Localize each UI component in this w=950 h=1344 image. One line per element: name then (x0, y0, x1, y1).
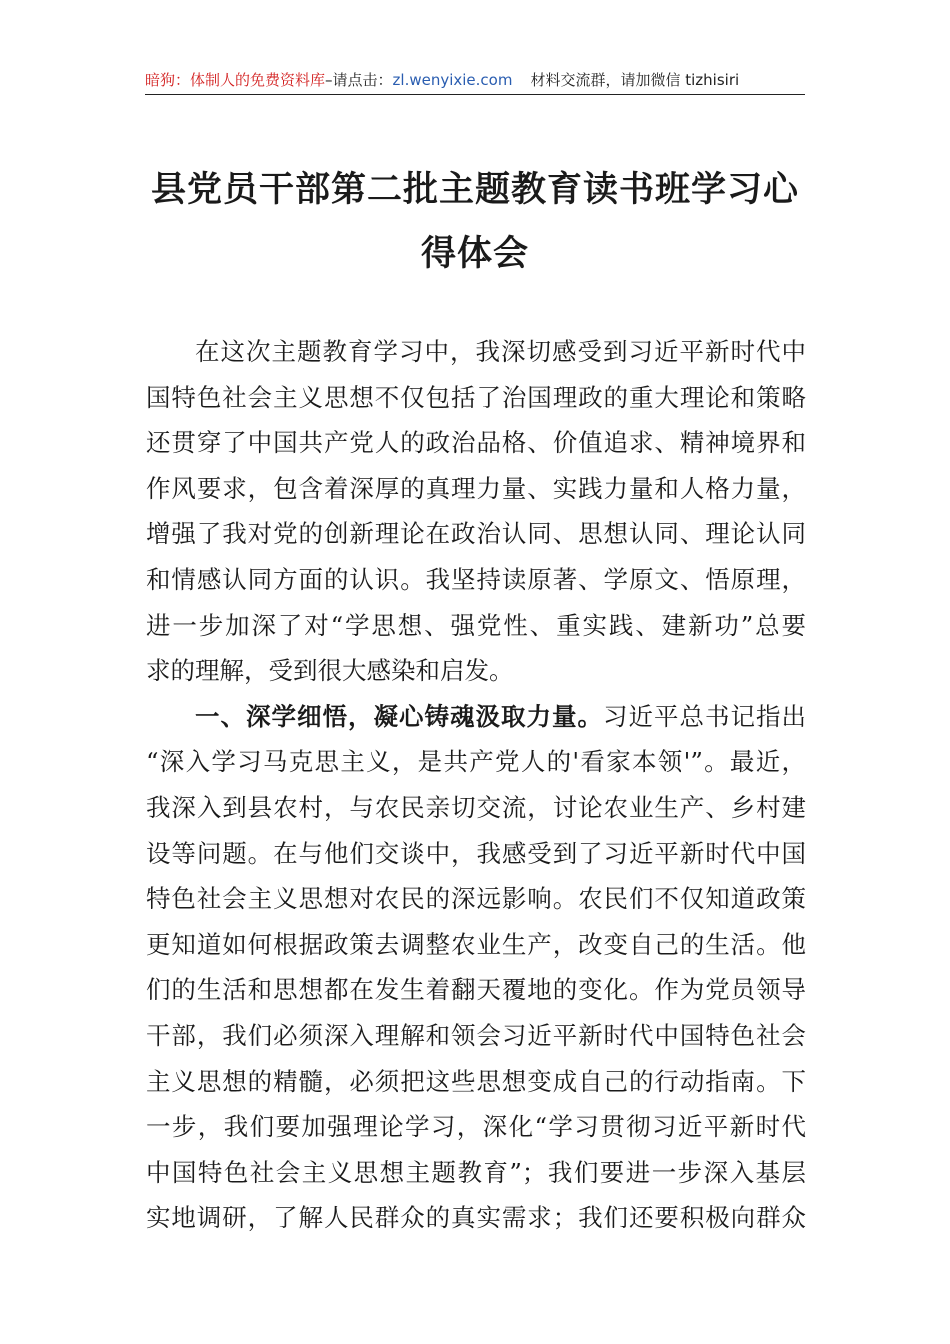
paragraph-line: 我深入到县农村，与农民亲切交流，讨论农业生产、乡村建 (146, 792, 806, 822)
title-line-2: 得体会 (420, 233, 529, 274)
section-1-first-line (146, 694, 806, 740)
paragraph-line: 还贯穿了中国共产党人的政治品格、价值追求、精神境界和 (146, 428, 806, 458)
paragraph-line: 和情感认同方面的认识。我坚持读原著、学原文、悟原理， (146, 564, 806, 594)
page-header (145, 66, 805, 95)
paragraph-line: 特色社会主义思想对农民的深远影响。农民们不仅知道政策 (146, 884, 806, 914)
paragraph-line: 在这次主题教育学习中，我深切感受到习近平新时代中 (195, 337, 806, 366)
paragraph-line: 增强了我对党的创新理论在政治认同、思想认同、理论认同 (146, 519, 806, 549)
header-click-prompt: –请点击： (325, 71, 393, 89)
paragraph-line: 进一步加深了对“学思想、强党性、重实践、建新功”总要 (146, 610, 806, 640)
paragraph-line: “深入学习马克思主义，是共产党人的'看家本领'”。最近， (146, 747, 806, 777)
header-note: 材料交流群，请加微信 tizhisiri (530, 71, 740, 89)
paragraph-line: 实地调研，了解人民群众的真实需求；我们还要积极向群众 (146, 1203, 806, 1233)
paragraph-line: 设等问题。在与他们交谈中，我感受到了习近平新时代中国 (146, 838, 806, 868)
paragraph-line: 干部，我们必须深入理解和领会习近平新时代中国特色社会 (146, 1020, 806, 1050)
paragraph-line: 更知道如何根据政策去调整农业生产，改变自己的生活。他 (146, 929, 806, 959)
document-body (146, 329, 806, 1241)
paragraph-line: 求的理解，受到很大感染和启发。 (146, 656, 514, 686)
paragraph-line: 国特色社会主义思想不仅包括了治国理政的重大理论和策略 (146, 382, 806, 412)
section-1-heading: 一、深学细悟，凝心铸魂汲取力量。 (195, 701, 603, 731)
paragraph-line: 一步，我们要加强理论学习，深化“学习贯彻习近平新时代 (146, 1112, 806, 1142)
paragraph-line: 中国特色社会主义思想主题教育”；我们要进一步深入基层 (146, 1157, 806, 1187)
paragraph-line: 主义思想的精髓，必须把这些思想变成自己的行动指南。下 (146, 1066, 806, 1096)
title-line-1: 县党员干部第二批主题教育读书班学习心 (150, 169, 799, 210)
header-brand: 暗狗：体制人的免费资料库 (145, 71, 326, 89)
section-1-first-line-text: 习近平总书记指出 (603, 701, 806, 731)
header-site-link[interactable]: zl.wenyixie.com (392, 71, 513, 89)
document-title (145, 158, 805, 286)
paragraph-line: 作风要求，包含着深厚的真理力量、实践力量和人格力量， (146, 473, 806, 503)
paragraph-line: 们的生活和思想都在发生着翻天覆地的变化。作为党员领导 (146, 975, 806, 1005)
